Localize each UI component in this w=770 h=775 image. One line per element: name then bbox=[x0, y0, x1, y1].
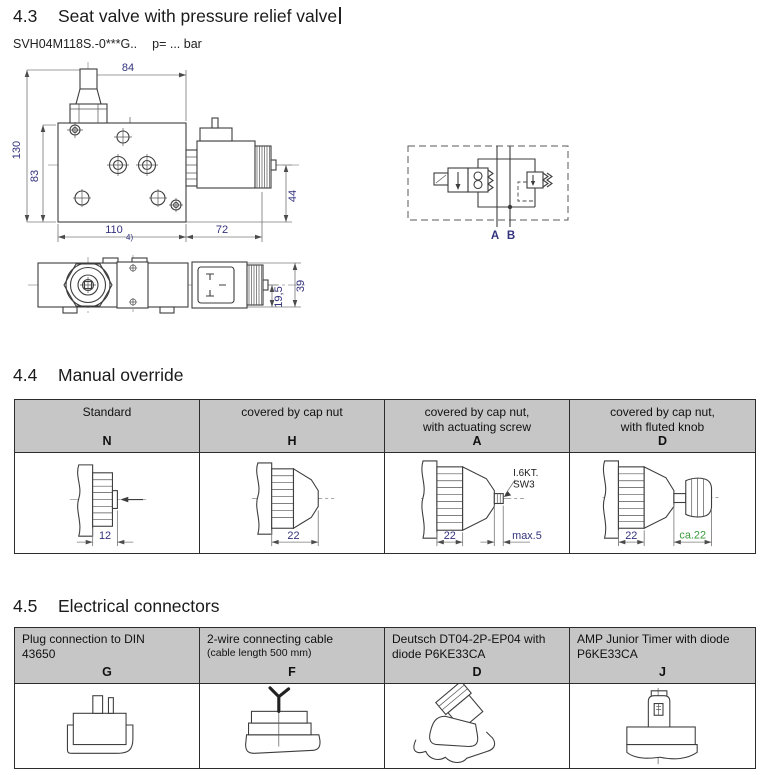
push-arrow-icon bbox=[120, 497, 128, 503]
section-44-title: Manual override bbox=[58, 365, 184, 385]
mo-callout-line2: SW3 bbox=[513, 479, 535, 491]
dim-110-footnote: 4) bbox=[126, 233, 134, 242]
mo-drawing-cap-nut bbox=[200, 453, 384, 553]
port-b-label: B bbox=[506, 230, 516, 242]
section-45-heading bbox=[13, 596, 219, 617]
dim-84: 84 bbox=[121, 62, 135, 74]
mo-dim-d: 22 bbox=[625, 530, 638, 543]
dim-130: 130 bbox=[11, 140, 23, 160]
dim-39: 39 bbox=[295, 279, 307, 293]
mo-code-h: H bbox=[287, 433, 297, 448]
ec-cell-f-drawing bbox=[200, 684, 385, 768]
text-cursor bbox=[339, 7, 341, 24]
pressure-relief-valve bbox=[70, 69, 107, 123]
side-view-drawing bbox=[28, 255, 307, 315]
manual-override-header-row bbox=[15, 400, 755, 453]
solenoid-end-view bbox=[192, 262, 268, 308]
mo-header-fluted-knob: covered by cap nut, with fluted knob D bbox=[570, 400, 755, 452]
ec-code-f: F bbox=[288, 664, 296, 679]
section-43-title: Seat valve with pressure relief valve bbox=[58, 6, 338, 26]
ec-header-cable: 2-wire connecting cable (cable length 500 mm) F bbox=[200, 628, 385, 683]
section-44-heading bbox=[13, 365, 183, 386]
amp-connector-drawing bbox=[570, 684, 755, 768]
dim-110: 110 bbox=[105, 224, 123, 236]
mo-drawing-standard bbox=[15, 453, 199, 553]
manual-override-table bbox=[14, 399, 756, 554]
mo-header-cap-nut: covered by cap nut H bbox=[200, 400, 385, 452]
dim-44: 44 bbox=[287, 189, 299, 203]
connectors-header-row bbox=[15, 628, 755, 684]
dim-83: 83 bbox=[29, 169, 41, 183]
mo-code-d: D bbox=[657, 433, 668, 448]
mo-code-a: A bbox=[472, 433, 482, 448]
technical-drawings bbox=[0, 52, 770, 355]
pressure-note: p= ... bar bbox=[152, 37, 202, 51]
cable-connector-drawing bbox=[200, 684, 384, 768]
mo-code-n: N bbox=[102, 433, 112, 448]
ec-code-d: D bbox=[472, 664, 482, 679]
electrical-connectors-table bbox=[14, 627, 756, 769]
section-45-title: Electrical connectors bbox=[58, 596, 220, 616]
ec-header-deutsch: Deutsch DT04-2P-EP04 with diode P6KE33CA D bbox=[385, 628, 570, 683]
hydraulic-symbol bbox=[408, 146, 568, 242]
wire-y-icon bbox=[270, 688, 289, 711]
mo-header-standard: Standard N bbox=[15, 400, 200, 452]
solenoid-valve-symbol bbox=[434, 168, 493, 192]
section-43-heading bbox=[13, 6, 341, 27]
mo-dim-d-knob: ca.22 bbox=[679, 529, 707, 542]
mo-dim-a-max: max.5 bbox=[512, 530, 542, 543]
din-plug-drawing bbox=[15, 684, 199, 768]
section-45-number: 4.5 bbox=[13, 596, 38, 616]
mo-callout-line1: I.6KT. bbox=[513, 467, 539, 479]
ec-code-g: G bbox=[102, 664, 112, 679]
ec-code-j: J bbox=[659, 664, 666, 679]
dim-72: 72 bbox=[215, 224, 229, 236]
mo-dim-h: 22 bbox=[287, 530, 300, 543]
port-a-label: A bbox=[490, 230, 500, 242]
section-44-number: 4.4 bbox=[13, 365, 38, 385]
mo-drawing-fluted-knob bbox=[570, 453, 755, 553]
mo-cell-h-drawing bbox=[200, 453, 385, 553]
ec-cell-g-drawing bbox=[15, 684, 200, 768]
section-43-number: 4.3 bbox=[13, 6, 38, 26]
model-code: SVH04M118S.-0***G.. bbox=[13, 37, 138, 51]
dim-19-5: 19,5 bbox=[273, 286, 285, 308]
mo-dim-n: 12 bbox=[98, 530, 112, 543]
mo-cell-a-drawing bbox=[385, 453, 570, 553]
manual-override-image-row bbox=[15, 453, 755, 553]
deutsch-connector-drawing bbox=[385, 684, 569, 768]
mo-header-actuating-screw: covered by cap nut, with actuating screw A bbox=[385, 400, 570, 452]
ec-cell-j-drawing bbox=[570, 684, 755, 768]
ec-header-amp: AMP Junior Timer with diode P6KE33CA J bbox=[570, 628, 755, 683]
mo-dim-a: 22 bbox=[443, 530, 456, 543]
solenoid bbox=[186, 118, 276, 188]
connectors-image-row bbox=[15, 684, 755, 768]
mo-drawing-actuating-screw bbox=[385, 453, 569, 553]
ec-cell-d-drawing bbox=[385, 684, 570, 768]
mo-cell-d-drawing bbox=[570, 453, 755, 553]
model-code-line bbox=[13, 37, 202, 51]
ec-header-din-plug: Plug connection to DIN 43650 G bbox=[15, 628, 200, 683]
front-view-drawing bbox=[11, 62, 302, 242]
mo-cell-n-drawing bbox=[15, 453, 200, 553]
